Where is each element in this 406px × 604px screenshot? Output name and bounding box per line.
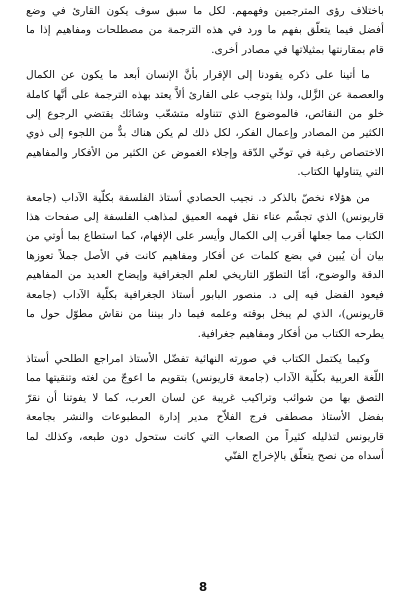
paragraph-1: باختلاف رؤى المترجمين وفهمهم. لكل ما سبق سوف يكون القارئ في وضع أفضل فيما يتعلّق بفهم ما ورد في هذه الترجمة من مصطلحات ومفاهيم إذا ما قام بمقارنتها بمثيلاتها في مصادر أخرى. bbox=[26, 5, 384, 56]
document-page bbox=[26, 2, 384, 587]
page-number: 8 bbox=[198, 580, 208, 594]
paragraph-2: ما أتينا على ذكره يقودنا إلى الإقرار بأنَّ الإنسان أبعد ما يكون عن الكمال والعصمة عن الزَّلل، ولذا يتوجب على القارئ ألاَّ يعتد بهذه الترجمة على أنَّها كاملة خلو من النقائص، فالموضوع الذي تتناوله متشعّب وشائك يقتضي الرجوع إلى الكثير من المصادر وإعمال الفكر، لكل ذلك لم يكن هناك بدٌّ من اللجوء إلى ذوي الاختصاص رغبة في توخّي الدّقة وإجلاء الغموض عن الكثير من الأفكار والمفاهيم التي يتناولها الكتاب. bbox=[26, 69, 384, 179]
paragraph-3: من هؤلاء نخصّ بالذكر د. نجيب الحصادي أستاذ الفلسفة بكلّية الآداب (جامعة قاريونس) الذي تجشّم عناء نقل فهمه العميق لمذاهب الفلسفة إلى صفحات هذا الكتاب مما جعلها أقرب إلى الكمال وأيسر على الإفهام، كما استطاع بما أوتي من بيان أن يُبين في بضع كلمات عن أفكار ومفاهيم كانت في الأصل جملاً تعوزها الدقة والوضوح، أمّا التطوّر التاريخي لعلم الجغرافية وإيضاح العديد من المفاهيم فيعود الفضل فيه إلى د. منصور البابور أستاذ الجغرافية بكلّية الآداب (جامعة قاريونس)، الذي لم يبخل بوقته وعلمه فيما دار بيننا من نقاش مطوّل حول ما يطرحه الكتاب من أفكار ومفاهيم جغرافية. bbox=[26, 191, 384, 340]
paragraph-4: وكيما يكتمل الكتاب في صورته النهائية تفضّل الأستاذ امراجع الطلحي أستاذ اللّغة العربية بكلّية الآداب (جامعة قاريونس) بتقويم ما اعوجّ من لغته وتنقيتها مما التصق بها من شوائب وتراكيب غريبة عن لسان العرب، كما لا يفوتنا أن نقرّ بفضل الأستاذ مصطفى فرج الفلاّح مدير إدارة المطبوعات والنشر بجامعة قاريونس لتذليله كثيراً من الصعاب التي كانت ستحول دون طبعه، وكذلك لما أسداه من نصح يتعلّق بالإخراج الفنّي bbox=[26, 352, 384, 462]
